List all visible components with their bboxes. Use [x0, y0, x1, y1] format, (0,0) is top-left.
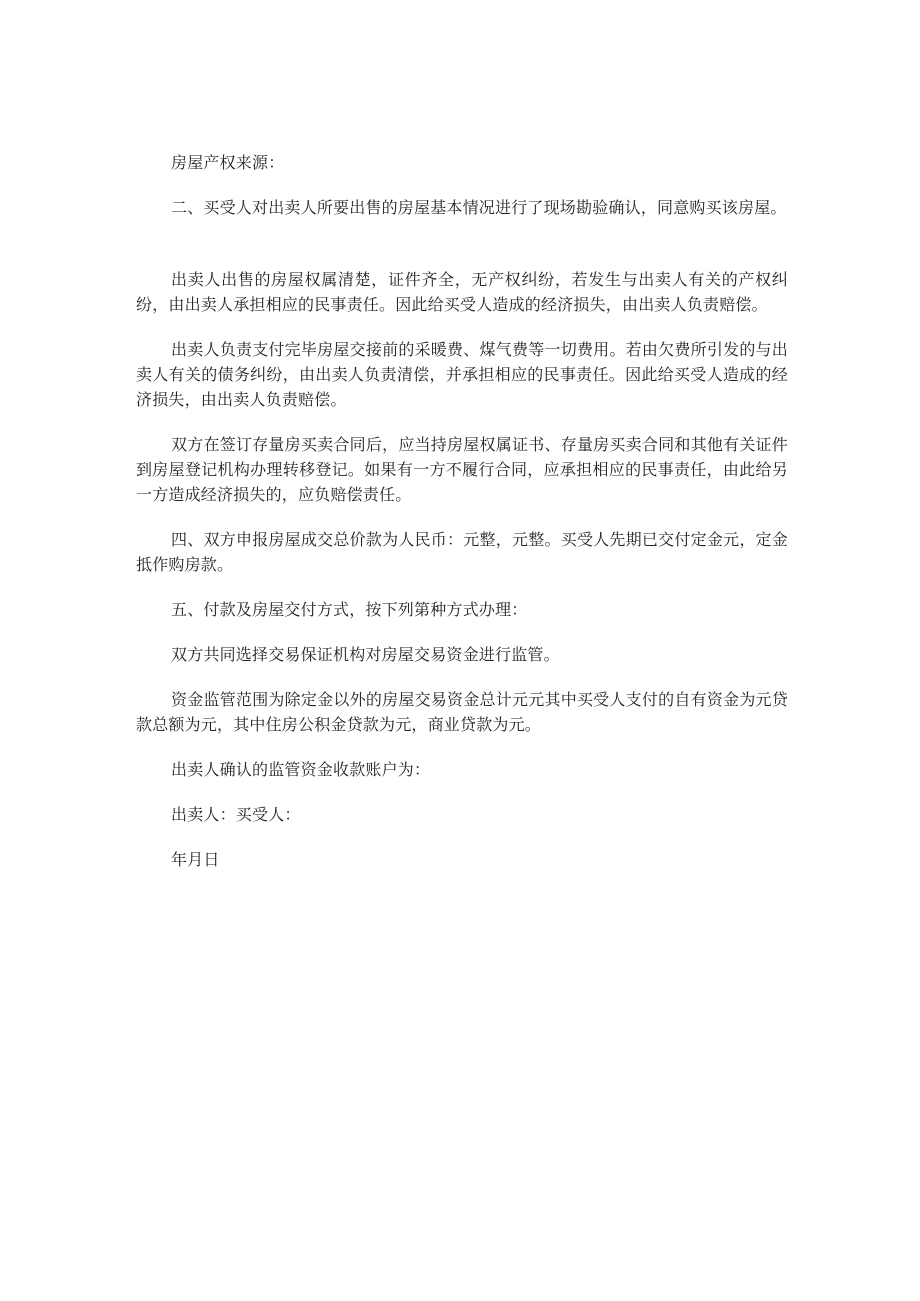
paragraph-transfer-registration: 双方在签订存量房买卖合同后，应当持房屋权属证书、存量房买卖合同和其他有关证件到房屋登记机构办理转移登记。如果有一方不履行合同，应承担相应的民事责任，由此给另一方造成经济损失的，应负赔偿责任。 [136, 435, 788, 504]
paragraph-clause-four-price: 四、双方申报房屋成交总价款为人民币：元整，元整。买受人先期已交付定金元，定金抵作购房款。 [136, 530, 788, 574]
paragraph-ownership-clear: 出卖人出售的房屋权属清楚，证件齐全，无产权纠纷，若发生与出卖人有关的产权纠纷，由出卖人承担相应的民事责任。因此给买受人造成的经济损失，由出卖人负责赔偿。 [136, 270, 788, 314]
paragraph-clause-two: 二、买受人对出卖人所要出售的房屋基本情况进行了现场勘验确认，同意购买该房屋。 [171, 198, 787, 217]
paragraph-property-source: 房屋产权来源： [171, 153, 285, 172]
paragraph-signatures: 出卖人：买受人： [171, 805, 301, 824]
paragraph-date: 年月日 [171, 850, 220, 869]
paragraph-escrow-account: 出卖人确认的监管资金收款账户为： [171, 760, 431, 779]
paragraph-fees-responsibility: 出卖人负责支付完毕房屋交接前的采暖费、煤气费等一切费用。若由欠费所引发的与出卖人有关的债务纠纷，由出卖人负责清偿，并承担相应的民事责任。因此给买受人造成的经济损失，由出卖人负责赔偿。 [136, 340, 788, 409]
paragraph-escrow-agency: 双方共同选择交易保证机构对房屋交易资金进行监管。 [171, 645, 560, 664]
document-body [136, 150, 788, 892]
paragraph-escrow-scope: 资金监管范围为除定金以外的房屋交易资金总计元元其中买受人支付的自有资金为元贷款总额为元，其中住房公积金贷款为元，商业贷款为元。 [136, 690, 788, 734]
paragraph-clause-five-payment: 五、付款及房屋交付方式，按下列第种方式办理： [171, 600, 528, 619]
